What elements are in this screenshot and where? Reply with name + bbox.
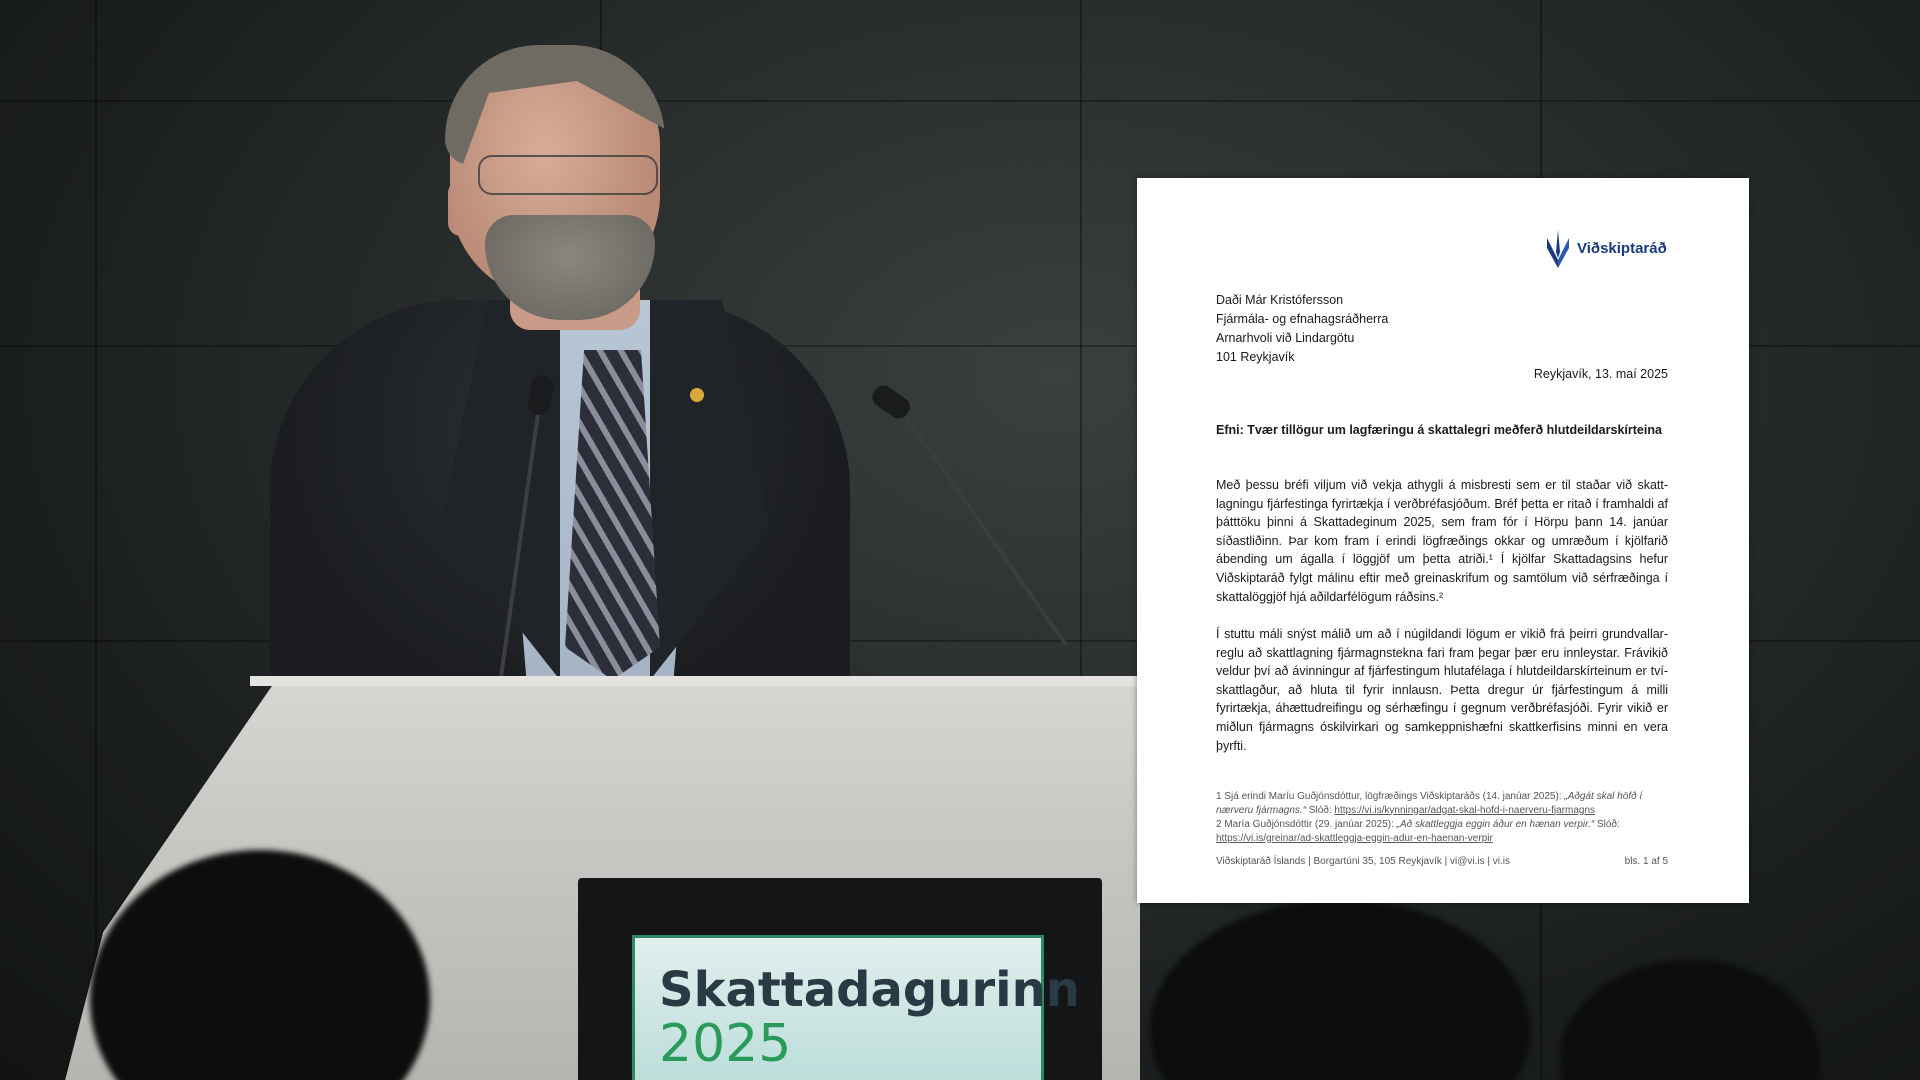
address-line: Fjármála- og efnahagsráðherra: [1216, 312, 1389, 326]
footnote-link[interactable]: https://vi.is/kynningar/adgat-skal-hofd-i-naerveru-fjarmagns: [1334, 804, 1596, 816]
footnote-slod: Slóð:: [1594, 819, 1620, 830]
footnote-slod: Slóð:: [1306, 804, 1335, 816]
footnote-title: „Að skattleggja eggin áður en hænan verpir.“: [1396, 819, 1595, 830]
footnote-link[interactable]: https://vi.is/greinar/ad-skattleggja-eggin-adur-en-haenan-verpir: [1216, 832, 1493, 844]
screen-year: 2025: [659, 1014, 792, 1074]
lapel-pin: [690, 388, 704, 402]
wall-seam: [95, 0, 97, 1080]
speaker-glasses: [478, 155, 658, 195]
vidskiptarad-logo-icon: [1545, 228, 1571, 268]
lectern-screen: [632, 935, 1080, 1080]
page-number: bls. 1 af 5: [1624, 856, 1668, 867]
recipient-address: [1216, 291, 1388, 367]
letter-subject: Efni: Tvær tillögur um lagfæringu á skattalegri meðferð hlutdeildarskírteina: [1216, 423, 1662, 437]
screen-title: Skattadagurinn: [659, 962, 1080, 1018]
vidskiptarad-logo: [1545, 228, 1667, 268]
body-paragraph: Með þessu bréfi viljum við vekja athygli á misbresti sem er til staðar við skatt-lagningu fjárfestinga fyrirtækja í verðbréfasjóðum. Bréf þetta er ritað í framhaldi af þátttöku þinni á Skattadeginum 2025, sem fram fór í Hörpu þann 14. janúar síðastliðinn. Þar kom fram í erindi lögfræðings okkar og umræðum í kjölfarið ábending um ágalla í löggjöf um þetta atriði.¹ Í kjölfar Skattadagsins hefur Viðskiptaráð fylgt málinu eftir með greinaskrifum og samtölum við sérfræðinga í skattalöggjöf hjá aðildarfélögum ráðsins.²: [1216, 478, 1668, 604]
lectern-top: [250, 676, 1140, 686]
footnote-2: [1216, 818, 1668, 845]
address-line: Daði Már Kristófersson: [1216, 293, 1344, 307]
letter-document: [1137, 178, 1749, 903]
footnote-title: „Aðgát skal höfð í nærveru fjármagns.“: [1216, 791, 1643, 816]
footnote-1: [1216, 790, 1668, 817]
footnote-text: 2 María Guðjónsdóttir (29. janúar 2025):: [1216, 819, 1397, 830]
letter-footer: Viðskiptaráð Íslands | Borgartúni 35, 105 Reykjavík | vi@vi.is | vi.is: [1216, 856, 1510, 867]
wall-seam: [0, 100, 1920, 102]
footnote-text: 1 Sjá erindi Maríu Guðjónsdóttur, lögfræðings Viðskiptaráðs (14. janúar 2025):: [1216, 791, 1565, 802]
letter-date: Reykjavík, 13. maí 2025: [1533, 367, 1668, 381]
address-line: Arnarhvoli við Lindargötu: [1216, 331, 1355, 345]
body-paragraph: Í stuttu máli snýst málið um að í núgildandi lögum er vikið frá þeirri grundvallar-reglu að skattlagning fjármagnstekna fari fram þegar þær eru innleystar. Frávikið veldur því að ávinningur af fjárfestingum hlutafélaga í hlutdeildarskírteinum er tví-skattlagður, að hluta til fyrir innlausn. Þetta dregur úr fjárfestingum á milli fyrirtækja, áhættudreifingu og sérhæfingu í gegnum verðbréfasjóði. Fyrir vikið er miðlun fjármagns óskilvirkari og samkeppnishæfni skattkerfisins minni en vera þyrfti.: [1216, 627, 1668, 753]
address-line: 101 Reykjavík: [1216, 350, 1295, 364]
logo-text: Viðskiptaráð: [1577, 239, 1667, 257]
